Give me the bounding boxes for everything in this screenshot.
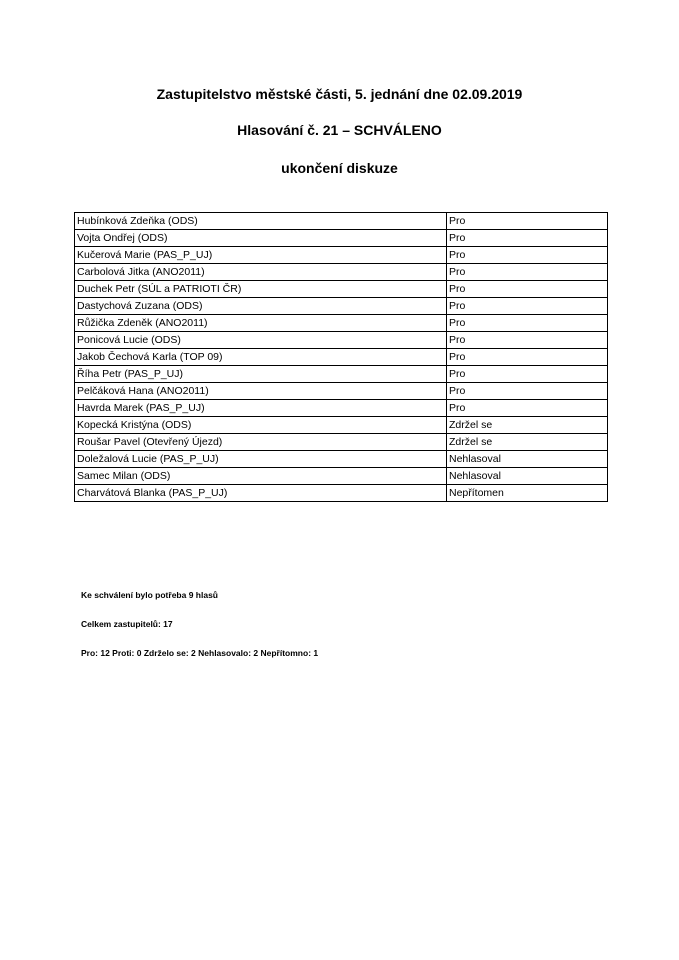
table-row <box>75 468 608 485</box>
member-name: Dastychová Zuzana (ODS) <box>75 298 447 315</box>
member-vote: Pro <box>447 230 608 247</box>
member-name: Růžička Zdeněk (ANO2011) <box>75 315 447 332</box>
table-row <box>75 366 608 383</box>
table-row <box>75 383 608 400</box>
member-name: Havrda Marek (PAS_P_UJ) <box>75 400 447 417</box>
vote-topic: ukončení diskuze <box>281 160 398 176</box>
meeting-title: Zastupitelstvo městské části, 5. jednání dne 02.09.2019 <box>156 86 523 102</box>
votes-table <box>74 212 608 502</box>
member-vote: Nehlasoval <box>447 451 608 468</box>
table-row <box>75 417 608 434</box>
member-name: Charvátová Blanka (PAS_P_UJ) <box>75 485 447 502</box>
table-row <box>75 230 608 247</box>
table-row <box>75 264 608 281</box>
member-name: Říha Petr (PAS_P_UJ) <box>75 366 447 383</box>
member-name: Jakob Čechová Karla (TOP 09) <box>75 349 447 366</box>
member-vote: Zdržel se <box>447 434 608 451</box>
vote-result-heading: Hlasování č. 21 – SCHVÁLENO <box>237 122 442 138</box>
table-row <box>75 451 608 468</box>
member-vote: Pro <box>447 332 608 349</box>
member-name: Duchek Petr (SÚL a PATRIOTI ČR) <box>75 281 447 298</box>
member-vote: Zdržel se <box>447 417 608 434</box>
member-vote: Pro <box>447 281 608 298</box>
member-vote: Nepřítomen <box>447 485 608 502</box>
member-vote: Pro <box>447 349 608 366</box>
table-row <box>75 281 608 298</box>
member-name: Pelčáková Hana (ANO2011) <box>75 383 447 400</box>
member-name: Samec Milan (ODS) <box>75 468 447 485</box>
table-row <box>75 315 608 332</box>
member-name: Carbolová Jitka (ANO2011) <box>75 264 447 281</box>
member-vote: Pro <box>447 264 608 281</box>
member-vote: Pro <box>447 383 608 400</box>
table-row <box>75 349 608 366</box>
member-name: Roušar Pavel (Otevřený Újezd) <box>75 434 447 451</box>
table-row <box>75 400 608 417</box>
votes-needed-text: Ke schválení bylo potřeba 9 hlasů <box>81 590 218 600</box>
total-members-text: Celkem zastupitelů: 17 <box>81 619 173 629</box>
member-vote: Pro <box>447 247 608 264</box>
member-name: Ponicová Lucie (ODS) <box>75 332 447 349</box>
table-row <box>75 298 608 315</box>
member-vote: Pro <box>447 366 608 383</box>
member-vote: Pro <box>447 400 608 417</box>
member-name: Kopecká Kristýna (ODS) <box>75 417 447 434</box>
table-row <box>75 434 608 451</box>
member-name: Kučerová Marie (PAS_P_UJ) <box>75 247 447 264</box>
table-row <box>75 485 608 502</box>
member-vote: Pro <box>447 315 608 332</box>
member-vote: Pro <box>447 298 608 315</box>
table-row <box>75 213 608 230</box>
table-row <box>75 247 608 264</box>
member-name: Vojta Ondřej (ODS) <box>75 230 447 247</box>
member-vote: Pro <box>447 213 608 230</box>
member-name: Doležalová Lucie (PAS_P_UJ) <box>75 451 447 468</box>
member-vote: Nehlasoval <box>447 468 608 485</box>
member-name: Hubínková Zdeňka (ODS) <box>75 213 447 230</box>
table-row <box>75 332 608 349</box>
vote-counts-text: Pro: 12 Proti: 0 Zdrželo se: 2 Nehlasovalo: 2 Nepřítomno: 1 <box>81 648 319 658</box>
